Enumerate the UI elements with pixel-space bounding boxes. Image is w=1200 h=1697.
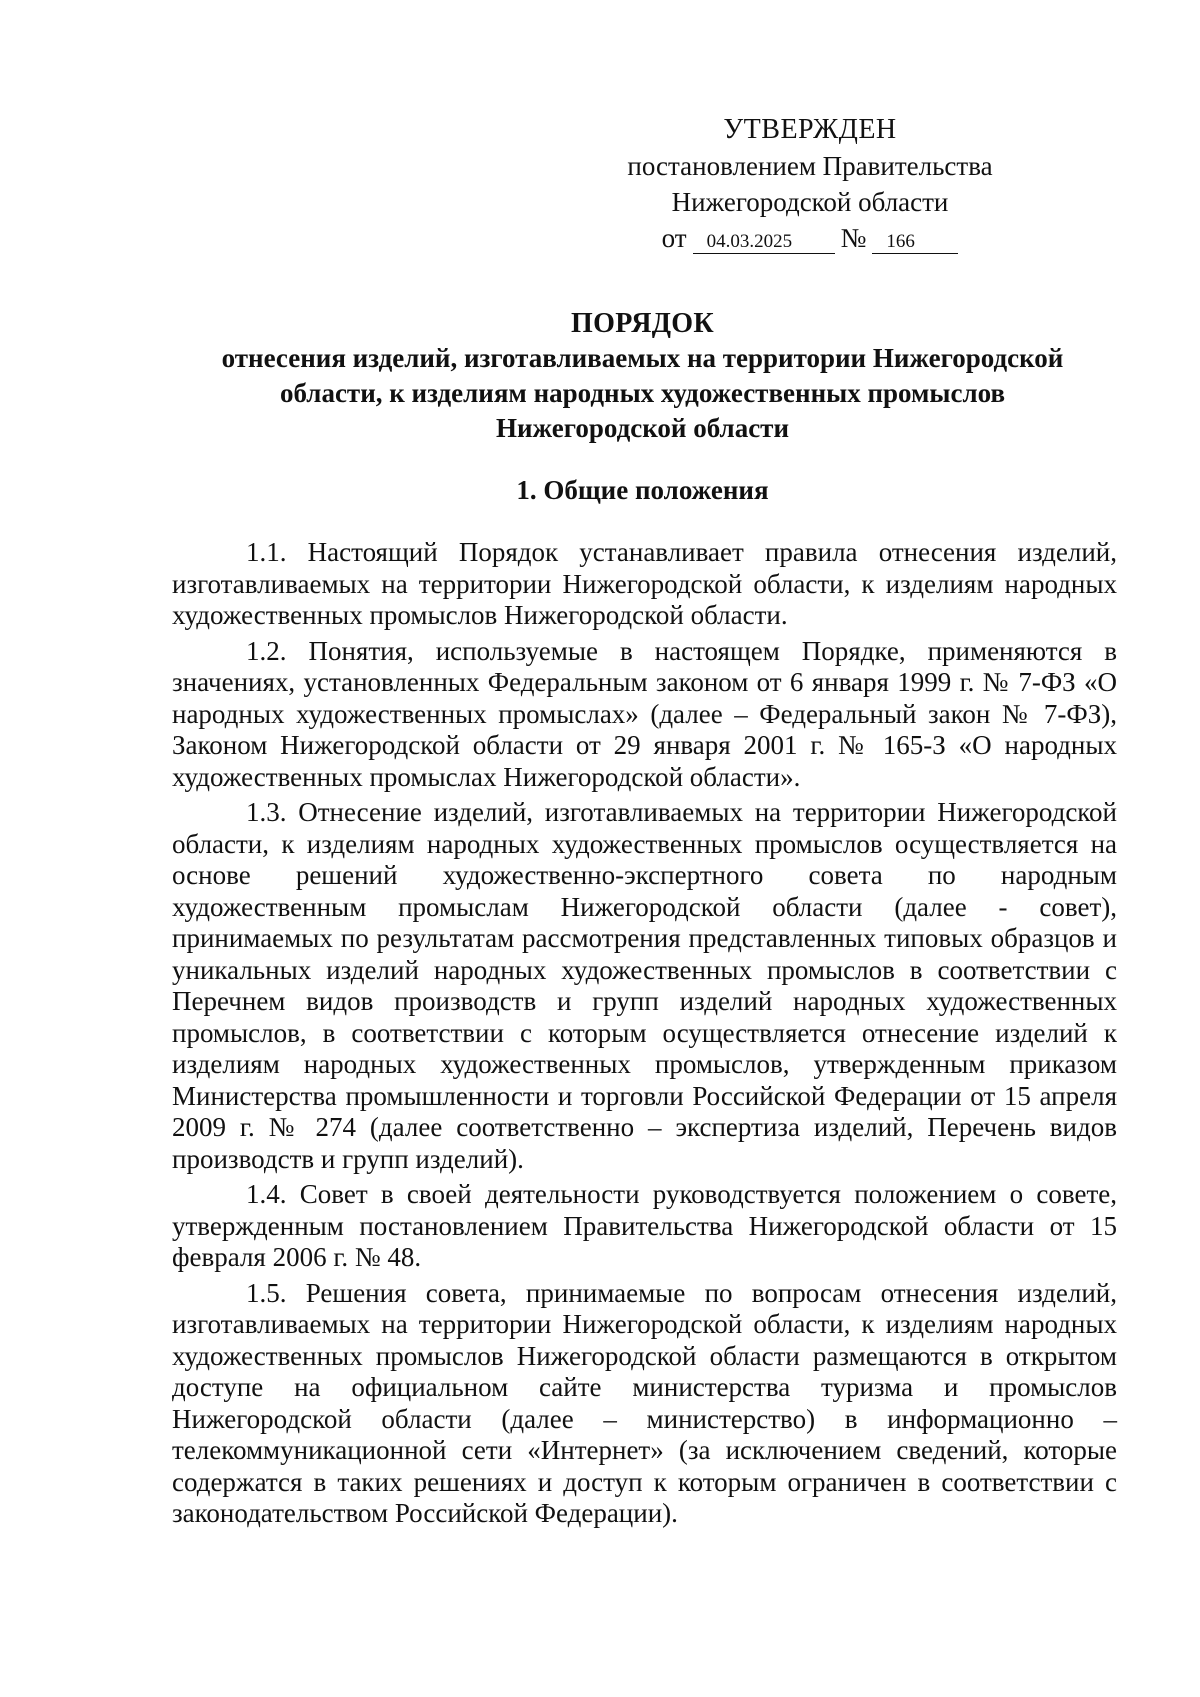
paragraph-1-5: 1.5. Решения совета, принимаемые по вопросам отнесения изделий, изготавливаемых на территории Нижегородской области, к изделиям народных художественных промыслов Нижегородской области размещаются в открытом доступе на официальном сайте министерства туризма и промыслов Нижегородской области (далее – министерство) в информационно – телекоммуникационной сети «Интернет» (за исключением сведений, которые содержатся в таких решениях и доступ к которым ограничен в соответствии с законодательством Российской Федерации). <box>172 1277 1117 1528</box>
paragraph-1-2: 1.2. Понятия, используемые в настоящем Порядке, применяются в значениях, установленных Федеральным законом от 6 января 1999 г. № 7-ФЗ «О народных художественных промыслах» (далее – Федеральный закон № 7-ФЗ), Законом Нижегородской области от 29 января 2001 г. № 165-З «О народных художественных промыслах Нижегородской области». <box>172 635 1117 792</box>
paragraph-1-3: 1.3. Отнесение изделий, изготавливаемых на территории Нижегородской области, к изделиям народных художественных промыслов осуществляется на основе решений художественно-экспертного совета по народным художественным промыслам Нижегородской области (далее - совет), принимаемых по результатам рассмотрения представленных типовых образцов и уникальных изделий народных художественных промыслов в соответствии с Перечнем видов производств и групп изделий народных художественных промыслов, в соответствии с которым осуществляется отнесение изделий к изделиям народных художественных промыслов, утвержденным приказом Министерства промышленности и торговли Российской Федерации от 15 апреля 2009 г. № 274 (далее соответственно – экспертиза изделий, Перечень видов производств и групп изделий). <box>172 797 1117 1174</box>
approval-stamp <box>600 112 1020 256</box>
approval-line-1: постановлением Правительства <box>627 151 993 181</box>
document-title: ПОРЯДОК <box>571 308 714 339</box>
approval-heading: УТВЕРЖДЕН <box>723 114 897 145</box>
number-prefix: № <box>840 223 867 253</box>
approval-number: 166 <box>872 231 958 254</box>
approval-line-2: Нижегородской области <box>671 187 949 217</box>
document-subtitle: отнесения изделий, изготавливаемых на территории Нижегородской области, к изделиям народных художественных промыслов Нижегородской области <box>221 343 1064 443</box>
paragraph-1-1: 1.1. Настоящий Порядок устанавливает правила отнесения изделий, изготавливаемых на территории Нижегородской области, к изделиям народных художественных промыслов Нижегородской области. <box>172 537 1117 630</box>
document-title-block <box>170 306 1115 446</box>
approval-date-row <box>600 220 1020 256</box>
section-heading: 1. Общие положения <box>516 475 769 505</box>
section-body <box>172 537 1117 1534</box>
paragraph-1-4: 1.4. Совет в своей деятельности руководствуется положением о совете, утвержденным постановлением Правительства Нижегородской области от 15 февраля 2006 г. № 48. <box>172 1179 1117 1272</box>
date-prefix: от <box>661 223 687 253</box>
approval-date: 04.03.2025 <box>693 231 835 254</box>
